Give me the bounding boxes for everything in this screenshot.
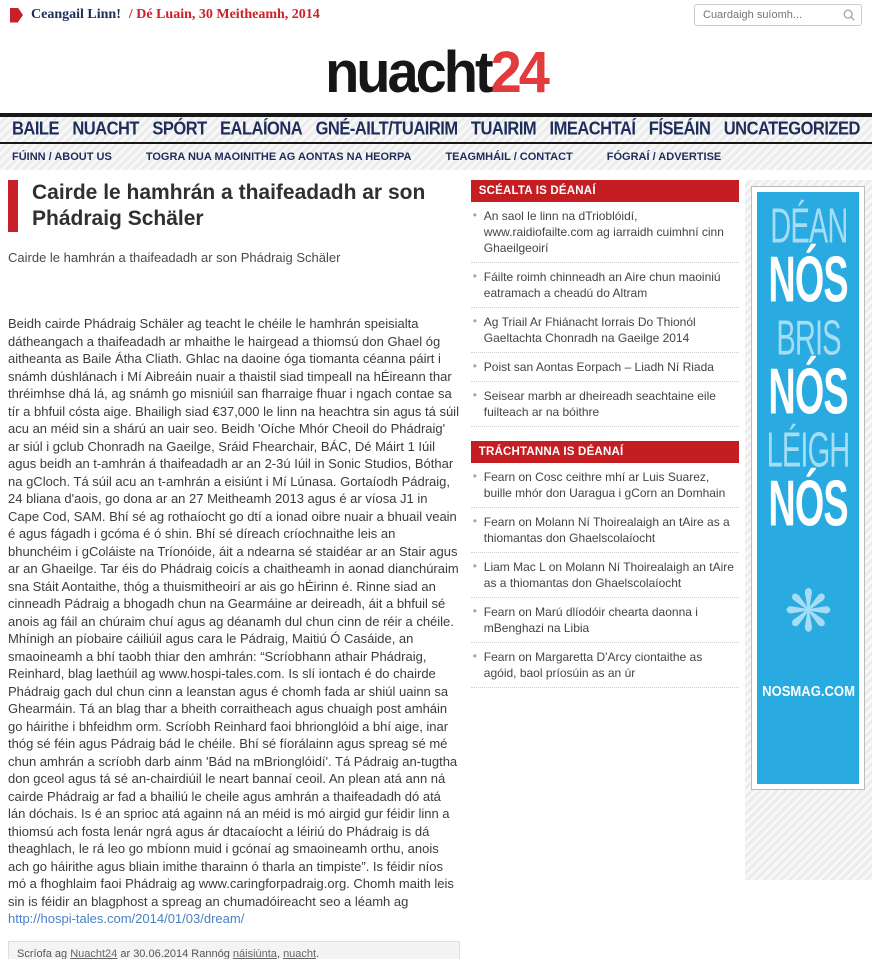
ad-site-url: NOSMAG.COM xyxy=(762,684,855,700)
article-body-text: Beidh cairde Phádraig Schäler ag teacht le chéile le hamhrán speisialta dátheangach a thaifeadadh ar mhaithe le hairgead a thiomsú don Ghael óg aitheanta as Baile Átha Cliath. Ghlac na daoine óga tiomanta céanna páirt i snámh dúshlánach i Mí Aibreáin nuair a thaistil siad timpeall na hÉireann thar thréimhse dhá lá, ag snámh go misniúil san fharraige fhuar i ngach contae sa tír a bhfuil cósta aige. Bhailigh siad €37,000 le linn na heachtra sin agus tá súil acu an méid sin a shárú an uair seo. Beidh 'Oíche Mhór Cheoil do Phádraig' ar siúl i gclub Chonradh na Gaeilge, Sráid Fhearchair, BÁC, Dé Máirt 1 Iúil agus beidh an t-amhrán á thaifeadadh ar an 2-3ú Iúil in Sonic Studios, Bóthar na gCloch. Tá súil acu an t-amhrán a eisiúnt i Mí Lúnasa. Gortaíodh Pádraig, 24 bliana d'aois, go dona ar an 27 Meitheamh 2013 agus é ar víosa J1 in Cape Cod, SAM. Bhí sé ag rothaíocht go dtí a ionad oibre nuair a bhuail veain é agus fágadh i gcóma é ó shin. Bhí sé díreach críochnaithe leis an bhunchéim i gColáiste na Tríonóide, áit a ndearna sé staidéar ar an Stair agus ar an Ghaeilge. Tar éis do Phádraig coicís a chaitheamh in aonad dianchúraim sna Stáit Aontaithe, thóg a thuismitheoirí ar ais go hÉirinn é. Rinne siad an cinneadh Pádraig a bhogadh chun na Gearmáine ar deireadh, áit a bhfuil sé anois ag fáil an chúraim chuí agus ag déanamh dul chun cinn de réir a chéile. Mhínigh an píobaire cáiliúil agus cara le Pádraig, Maitiú Ó Casáide, an smaoineamh a bhí taobh thiar den amhrán: “Scríobhann athair Phádraig, Reinhard, blag laethúil ag www.hospi-tales.com. Is slí iontach é do chairde Phádraig gach dul chun cinn a leanstan agus é chomh fada ar shiúl uainn sa Ghearmáin. Tá an blag thar a bheith corraitheach agus chuaigh post amháin go háirithe i bhfeidhm orm. Scríobh Reinhard faoi bhrionglóid a bhí aige, inar thóg sé féin agus Pádraig bád le chéile. Bhí sé fíorálainn agus spreag sé mé chun amhrán a scríobh darb ainm 'Bád na mBrionglóidí'. Tá Pádraig an-tugtha don gceol agus tá sé an-chairdiúil le neart bannaí ceoil. An plean atá ann ná cairde Phádraig ar fad a bhailiú le cheile agus amhrán a thaifeadadh dó atá lán dóchais. Is é an sprioc atá againn ná an méid is mó airgid gur féidir linn a thiomsú ach fosta lenár ngrá agus ár dtacaíocht a léiriú do Phádraig is dá theaghlach, le rá leo go mbíonn muid i gcónaí ag smaoineamh orthu, anois ach go háirithe agus bliain imithe tharainn ó tharla an timpiste”. Is féidir níos mó a fhoghlaim faoi Phádraig ag www.caringforpadraig.org. Chomh maith leis sin is féidir an blagphost a spreag an chumadóireacht seo a léamh ag xyxy=(8,316,459,909)
comment-list-item[interactable]: • Fearn on Molann Ní Thoirealaigh an tAire as a thiomantas don Ghaelscolaíocht xyxy=(471,508,739,553)
nav-item-baile[interactable]: BAILE xyxy=(12,118,59,140)
top-bar xyxy=(0,0,872,30)
subnav-item-advertise[interactable]: FÓGRAÍ / ADVERTISE xyxy=(606,151,722,163)
byline-author-link[interactable]: Nuacht24 xyxy=(70,947,118,959)
comment-list-item[interactable]: • Fearn on Margaretta D'Arcy ciontaithe as agóid, baol príosúin as an úr xyxy=(471,643,739,688)
nav-item-uncategorized[interactable]: UNCATEGORIZED xyxy=(723,118,860,140)
current-date: / Dé Luain, 30 Meitheamh, 2014 xyxy=(128,7,320,22)
comment-list-item[interactable]: • Liam Mac L on Molann Ní Thoirealaigh an tAire as a thiomantas don Ghaelscolaíocht xyxy=(471,553,739,598)
nav-item-imeachtai[interactable]: IMEACHTAÍ xyxy=(549,118,636,140)
logo-text-black: nuacht xyxy=(325,38,491,105)
search-input[interactable] xyxy=(694,4,862,26)
nav-item-ealaiona[interactable]: EALAÍONA xyxy=(220,118,303,140)
main-navigation xyxy=(0,113,872,144)
article-column xyxy=(8,180,460,959)
nav-item-sport[interactable]: SPÓRT xyxy=(152,118,207,140)
flag-icon xyxy=(10,8,23,23)
ad-word: NÓS xyxy=(768,356,849,429)
sidebar xyxy=(471,180,739,688)
ad-word: DÉAN xyxy=(769,197,848,253)
ad-word: NÓS xyxy=(768,468,849,541)
latest-comments-list xyxy=(471,463,739,688)
site-logo[interactable] xyxy=(325,37,547,105)
byline-prefix: Scríofa ag xyxy=(17,947,71,959)
ad-word: BRIS xyxy=(776,309,841,365)
news-list-item[interactable]: • Poist san Aontas Eorpach – Liadh Ní Riada xyxy=(471,353,739,382)
byline-mid: ar 30.06.2014 Rannóg xyxy=(117,947,233,959)
news-list-item[interactable]: • Fáilte roimh chinneadh an Aire chun maoiniú eatramach a cheadú do Altram xyxy=(471,263,739,308)
subnav-item-togra[interactable]: TOGRA NUA MAOINITHE AG AONTAS NA HEORPA xyxy=(145,151,412,163)
nos-ad xyxy=(757,192,859,784)
nav-item-nuacht[interactable]: NUACHT xyxy=(72,118,140,140)
secondary-navigation xyxy=(0,144,872,170)
ad-banner[interactable] xyxy=(751,186,865,790)
article-body xyxy=(8,315,460,928)
ad-word: LÉIGH xyxy=(767,421,850,477)
content-area xyxy=(0,170,872,959)
ad-column xyxy=(745,180,872,880)
byline-sep: , xyxy=(276,947,284,959)
comment-list-item[interactable]: • Fearn on Marú dlíodóir chearta daonna i mBenghazi na Libia xyxy=(471,598,739,643)
subnav-item-about[interactable]: FÚINN / ABOUT US xyxy=(12,151,112,163)
byline-box xyxy=(8,941,460,959)
masthead xyxy=(0,30,872,113)
page-title: Cairde le hamhrán a thaifeadadh ar son Phádraig Schäler xyxy=(8,180,460,232)
logo-text-red: 24 xyxy=(490,38,547,105)
byline-suffix: . xyxy=(316,947,320,959)
news-list-item[interactable]: • Seisear marbh ar dheireadh seachtaine eile fuilteach ar na bóithre xyxy=(471,382,739,427)
article-body-link[interactable]: http://hospi-tales.com/2014/01/03/dream/ xyxy=(8,911,245,926)
byline-category-link-1[interactable]: náisiúnta xyxy=(232,947,277,959)
ad-word: NÓS xyxy=(768,244,849,317)
comment-list-item[interactable]: • Fearn on Cosc ceithre mhí ar Luis Suarez, buille mhór don Uaragua i gCorn an Domhain xyxy=(471,463,739,508)
flower-icon: ❋ xyxy=(784,579,833,644)
connect-link[interactable]: Ceangail Linn! xyxy=(31,7,121,22)
latest-comments-header: TRÁCHTANNA IS DÉANAÍ xyxy=(471,441,739,463)
subnav-item-contact[interactable]: TEAGMHÁIL / CONTACT xyxy=(445,151,573,163)
byline-category-link-2[interactable]: nuacht xyxy=(283,947,317,959)
news-list-item[interactable]: • An saol le linn na dTrioblóidí, www.raidiofailte.com ag iarraidh cuimhní cinn Ghaeilgeoirí xyxy=(471,202,739,263)
news-list-item[interactable]: • Ag Triail Ar Fhiánacht Iorrais Do Thionól Gaeltachta Chonradh na Gaeilge 2014 xyxy=(471,308,739,353)
latest-news-header: SCÉALTA IS DÉANAÍ xyxy=(471,180,739,202)
search-box xyxy=(694,4,862,26)
nav-item-tuairim[interactable]: TUAIRIM xyxy=(470,118,537,140)
nav-item-gne-ailt[interactable]: GNÉ-AILT/TUAIRIM xyxy=(315,118,458,140)
article-subtitle: Cairde le hamhrán a thaifeadadh ar son Phádraig Schäler xyxy=(8,250,341,265)
latest-news-list xyxy=(471,202,739,427)
nav-item-fiseain[interactable]: FÍSEÁIN xyxy=(648,118,711,140)
search-icon[interactable] xyxy=(842,8,856,22)
